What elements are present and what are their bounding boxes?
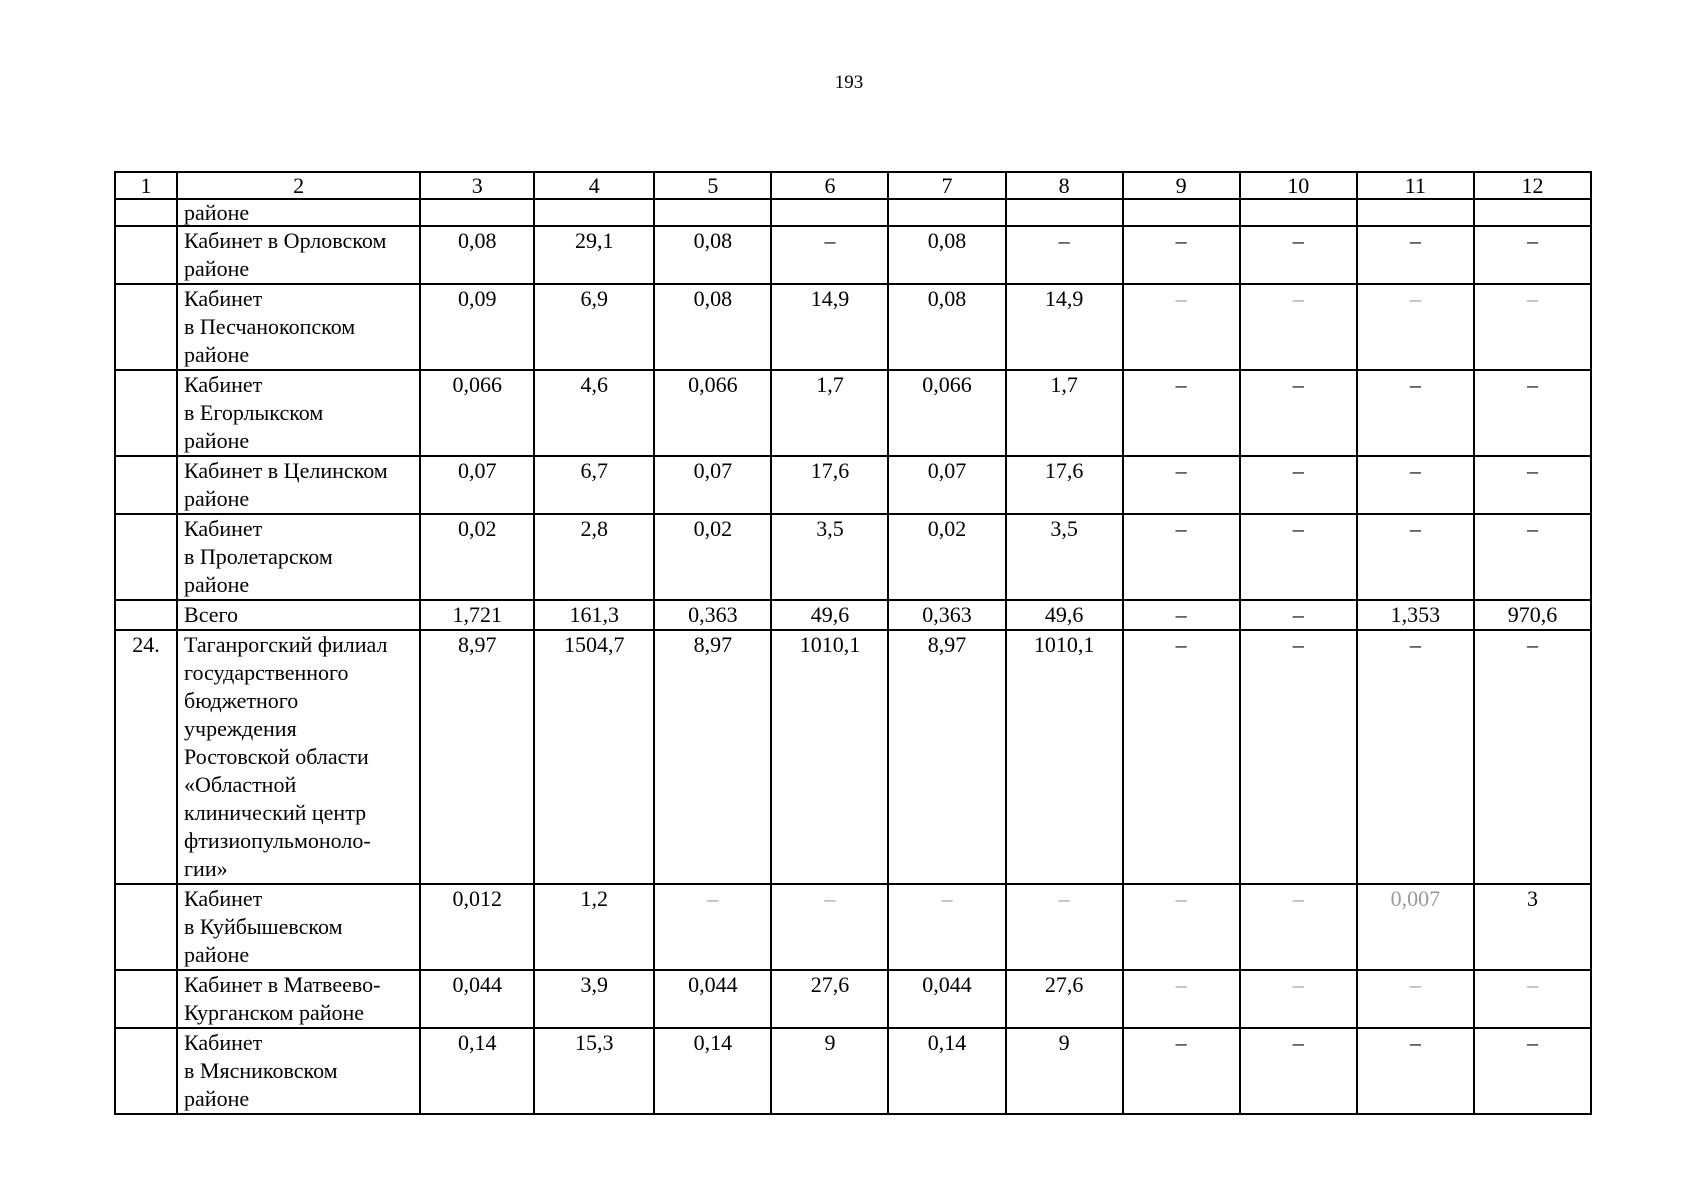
table-row bbox=[115, 630, 1591, 884]
value-cell-col-8: 49,6 bbox=[1006, 600, 1123, 630]
row-name-cell bbox=[177, 600, 420, 630]
value-cell-col-12: 970,6 bbox=[1474, 600, 1591, 630]
row-number-cell bbox=[115, 514, 177, 600]
value-cell-col-12: – bbox=[1474, 514, 1591, 600]
value-cell-col-10: – bbox=[1240, 514, 1357, 600]
value-cell-col-5: 0,14 bbox=[654, 1028, 771, 1114]
value-cell-col-5 bbox=[654, 199, 771, 226]
row-name-cell bbox=[177, 370, 420, 456]
value-cell-col-8 bbox=[1006, 199, 1123, 226]
value-cell-col-4: 1504,7 bbox=[534, 630, 654, 884]
table-row bbox=[115, 284, 1591, 370]
row-name-line: в Мясниковском bbox=[184, 1058, 338, 1083]
value-cell-col-3: 0,14 bbox=[420, 1028, 534, 1114]
table-row bbox=[115, 456, 1591, 514]
value-cell-col-6: 9 bbox=[771, 1028, 888, 1114]
column-header-4: 4 bbox=[534, 172, 654, 199]
value-cell-col-12 bbox=[1474, 199, 1591, 226]
value-cell-col-5: 0,02 bbox=[654, 514, 771, 600]
row-name-cell bbox=[177, 226, 420, 284]
value-cell-col-5: 0,363 bbox=[654, 600, 771, 630]
value-cell-col-9: – bbox=[1123, 600, 1240, 630]
row-number-cell bbox=[115, 370, 177, 456]
value-cell-col-3: 0,02 bbox=[420, 514, 534, 600]
value-cell-col-8: 3,5 bbox=[1006, 514, 1123, 600]
value-cell-col-9: – bbox=[1123, 226, 1240, 284]
row-name-cell bbox=[177, 284, 420, 370]
value-cell-col-9: – bbox=[1123, 456, 1240, 514]
column-header-5: 5 bbox=[654, 172, 771, 199]
value-cell-col-11: – bbox=[1357, 1028, 1474, 1114]
value-cell-col-11: – bbox=[1357, 284, 1474, 370]
value-cell-col-10 bbox=[1240, 199, 1357, 226]
value-cell-col-6: 1010,1 bbox=[771, 630, 888, 884]
row-name-line: районе bbox=[184, 1086, 250, 1111]
column-header-8: 8 bbox=[1006, 172, 1123, 199]
table-row bbox=[115, 514, 1591, 600]
value-cell-col-10: – bbox=[1240, 284, 1357, 370]
row-name-line: государственного bbox=[184, 660, 349, 685]
value-cell-col-5: 8,97 bbox=[654, 630, 771, 884]
row-name-line: районе bbox=[184, 428, 250, 453]
value-cell-col-3 bbox=[420, 199, 534, 226]
column-header-11: 11 bbox=[1357, 172, 1474, 199]
value-cell-col-11: – bbox=[1357, 370, 1474, 456]
value-cell-col-12: 3 bbox=[1474, 884, 1591, 970]
value-cell-col-3: 8,97 bbox=[420, 630, 534, 884]
row-name-cell bbox=[177, 970, 420, 1028]
value-cell-col-9: – bbox=[1123, 370, 1240, 456]
row-name-line: Кабинет bbox=[184, 1030, 263, 1055]
value-cell-col-7: 0,363 bbox=[888, 600, 1005, 630]
value-cell-col-11: – bbox=[1357, 630, 1474, 884]
table-row bbox=[115, 970, 1591, 1028]
value-cell-col-3: 1,721 bbox=[420, 600, 534, 630]
value-cell-col-11: 1,353 bbox=[1357, 600, 1474, 630]
value-cell-col-9: – bbox=[1123, 284, 1240, 370]
value-cell-col-5: 0,044 bbox=[654, 970, 771, 1028]
value-cell-col-8: – bbox=[1006, 884, 1123, 970]
value-cell-col-3: 0,012 bbox=[420, 884, 534, 970]
value-cell-col-9 bbox=[1123, 199, 1240, 226]
value-cell-col-7 bbox=[888, 199, 1005, 226]
table-row bbox=[115, 199, 1591, 226]
row-number-cell bbox=[115, 970, 177, 1028]
row-name-line: Ростовской области bbox=[184, 744, 369, 769]
value-cell-col-5: 0,08 bbox=[654, 284, 771, 370]
row-number-cell bbox=[115, 884, 177, 970]
row-name-line: Кабинет в Матвеево- bbox=[184, 972, 381, 997]
row-name-line: Кабинет bbox=[184, 886, 263, 911]
row-name-line: районе bbox=[184, 200, 250, 225]
value-cell-col-9: – bbox=[1123, 884, 1240, 970]
value-cell-col-12: – bbox=[1474, 226, 1591, 284]
row-name-line: районе bbox=[184, 572, 250, 597]
value-cell-col-9: – bbox=[1123, 514, 1240, 600]
value-cell-col-4: 15,3 bbox=[534, 1028, 654, 1114]
value-cell-col-7: 0,07 bbox=[888, 456, 1005, 514]
value-cell-col-10: – bbox=[1240, 600, 1357, 630]
table-row bbox=[115, 1028, 1591, 1114]
row-name-line: гии» bbox=[184, 856, 228, 881]
value-cell-col-6: 3,5 bbox=[771, 514, 888, 600]
value-cell-col-5: 0,08 bbox=[654, 226, 771, 284]
value-cell-col-9: – bbox=[1123, 1028, 1240, 1114]
table-row bbox=[115, 884, 1591, 970]
value-cell-col-12: – bbox=[1474, 1028, 1591, 1114]
value-cell-col-11: – bbox=[1357, 226, 1474, 284]
value-cell-col-10: – bbox=[1240, 630, 1357, 884]
value-cell-col-4: 2,8 bbox=[534, 514, 654, 600]
value-cell-col-7: 0,02 bbox=[888, 514, 1005, 600]
value-cell-col-8: 1010,1 bbox=[1006, 630, 1123, 884]
row-number-cell bbox=[115, 226, 177, 284]
value-cell-col-4 bbox=[534, 199, 654, 226]
column-header-9: 9 bbox=[1123, 172, 1240, 199]
column-header-3: 3 bbox=[420, 172, 534, 199]
row-name-line: «Областной bbox=[184, 772, 297, 797]
value-cell-col-5: – bbox=[654, 884, 771, 970]
value-cell-col-4: 29,1 bbox=[534, 226, 654, 284]
value-cell-col-8: 27,6 bbox=[1006, 970, 1123, 1028]
column-header-10: 10 bbox=[1240, 172, 1357, 199]
row-number-cell bbox=[115, 1028, 177, 1114]
row-name-line: районе bbox=[184, 486, 250, 511]
value-cell-col-4: 6,7 bbox=[534, 456, 654, 514]
value-cell-col-4: 6,9 bbox=[534, 284, 654, 370]
value-cell-col-3: 0,08 bbox=[420, 226, 534, 284]
table-row bbox=[115, 600, 1591, 630]
value-cell-col-4: 161,3 bbox=[534, 600, 654, 630]
value-cell-col-8: 1,7 bbox=[1006, 370, 1123, 456]
row-name-line: в Пролетарском bbox=[184, 544, 333, 569]
value-cell-col-12: – bbox=[1474, 370, 1591, 456]
row-name-line: Кабинет в Орловском bbox=[184, 228, 387, 253]
value-cell-col-11: 0,007 bbox=[1357, 884, 1474, 970]
value-cell-col-12: – bbox=[1474, 630, 1591, 884]
row-name-line: бюджетного bbox=[184, 688, 299, 713]
value-cell-col-8: 9 bbox=[1006, 1028, 1123, 1114]
value-cell-col-8: 14,9 bbox=[1006, 284, 1123, 370]
value-cell-col-3: 0,066 bbox=[420, 370, 534, 456]
row-name-line: районе bbox=[184, 342, 250, 367]
page-number: 193 bbox=[834, 72, 864, 93]
value-cell-col-7: 0,14 bbox=[888, 1028, 1005, 1114]
row-name-line: районе bbox=[184, 942, 250, 967]
value-cell-col-10: – bbox=[1240, 370, 1357, 456]
value-cell-col-4: 4,6 bbox=[534, 370, 654, 456]
header-row bbox=[115, 172, 1591, 199]
row-name-line: в Егорлыкском bbox=[184, 400, 324, 425]
row-number-cell bbox=[115, 199, 177, 226]
value-cell-col-10: – bbox=[1240, 884, 1357, 970]
value-cell-col-9: – bbox=[1123, 630, 1240, 884]
row-name-line: клинический центр bbox=[184, 800, 367, 825]
row-name-cell bbox=[177, 1028, 420, 1114]
value-cell-col-3: 0,044 bbox=[420, 970, 534, 1028]
row-name-line: Курганском районе bbox=[184, 1000, 365, 1025]
row-name-cell bbox=[177, 456, 420, 514]
row-name-line: учреждения bbox=[184, 716, 297, 741]
value-cell-col-7: 0,08 bbox=[888, 284, 1005, 370]
value-cell-col-6: 14,9 bbox=[771, 284, 888, 370]
row-number-cell bbox=[115, 284, 177, 370]
row-name-cell bbox=[177, 884, 420, 970]
value-cell-col-7: 8,97 bbox=[888, 630, 1005, 884]
column-header-12: 12 bbox=[1474, 172, 1591, 199]
value-cell-col-12: – bbox=[1474, 284, 1591, 370]
row-number-cell bbox=[115, 456, 177, 514]
value-cell-col-9: – bbox=[1123, 970, 1240, 1028]
value-cell-col-10: – bbox=[1240, 456, 1357, 514]
column-header-6: 6 bbox=[771, 172, 888, 199]
value-cell-col-6 bbox=[771, 199, 888, 226]
column-header-1: 1 bbox=[115, 172, 177, 199]
row-name-line: Кабинет bbox=[184, 372, 263, 397]
value-cell-col-6: – bbox=[771, 884, 888, 970]
row-name-line: Всего bbox=[184, 602, 238, 627]
table-row bbox=[115, 370, 1591, 456]
value-cell-col-10: – bbox=[1240, 226, 1357, 284]
value-cell-col-10: – bbox=[1240, 1028, 1357, 1114]
value-cell-col-6: 1,7 bbox=[771, 370, 888, 456]
row-name-line: Таганрогский филиал bbox=[184, 632, 388, 657]
value-cell-col-8: – bbox=[1006, 226, 1123, 284]
value-cell-col-5: 0,07 bbox=[654, 456, 771, 514]
row-name-line: Кабинет bbox=[184, 286, 263, 311]
row-name-line: районе bbox=[184, 256, 250, 281]
row-name-line: фтизиопульмоноло- bbox=[184, 828, 371, 853]
value-cell-col-11: – bbox=[1357, 456, 1474, 514]
row-number-cell bbox=[115, 600, 177, 630]
row-number-cell: 24. bbox=[115, 630, 177, 884]
value-cell-col-11: – bbox=[1357, 970, 1474, 1028]
value-cell-col-7: 0,08 bbox=[888, 226, 1005, 284]
value-cell-col-6: 49,6 bbox=[771, 600, 888, 630]
value-cell-col-4: 1,2 bbox=[534, 884, 654, 970]
row-name-cell bbox=[177, 630, 420, 884]
row-name-cell bbox=[177, 514, 420, 600]
value-cell-col-7: – bbox=[888, 884, 1005, 970]
value-cell-col-7: 0,044 bbox=[888, 970, 1005, 1028]
row-name-line: в Песчанокопском bbox=[184, 314, 356, 339]
row-name-cell bbox=[177, 199, 420, 226]
row-name-line: в Куйбышевском bbox=[184, 914, 343, 939]
value-cell-col-8: 17,6 bbox=[1006, 456, 1123, 514]
column-header-2: 2 bbox=[177, 172, 420, 199]
value-cell-col-11: – bbox=[1357, 514, 1474, 600]
value-cell-col-12: – bbox=[1474, 456, 1591, 514]
value-cell-col-3: 0,07 bbox=[420, 456, 534, 514]
value-cell-col-6: 17,6 bbox=[771, 456, 888, 514]
value-cell-col-10: – bbox=[1240, 970, 1357, 1028]
value-cell-col-6: 27,6 bbox=[771, 970, 888, 1028]
value-cell-col-12: – bbox=[1474, 970, 1591, 1028]
table-row bbox=[115, 226, 1591, 284]
value-cell-col-3: 0,09 bbox=[420, 284, 534, 370]
column-header-7: 7 bbox=[888, 172, 1005, 199]
value-cell-col-4: 3,9 bbox=[534, 970, 654, 1028]
value-cell-col-7: 0,066 bbox=[888, 370, 1005, 456]
data-table bbox=[114, 171, 1592, 1115]
row-name-line: Кабинет в Целинском bbox=[184, 458, 388, 483]
value-cell-col-11 bbox=[1357, 199, 1474, 226]
value-cell-col-5: 0,066 bbox=[654, 370, 771, 456]
value-cell-col-6: – bbox=[771, 226, 888, 284]
row-name-line: Кабинет bbox=[184, 516, 263, 541]
